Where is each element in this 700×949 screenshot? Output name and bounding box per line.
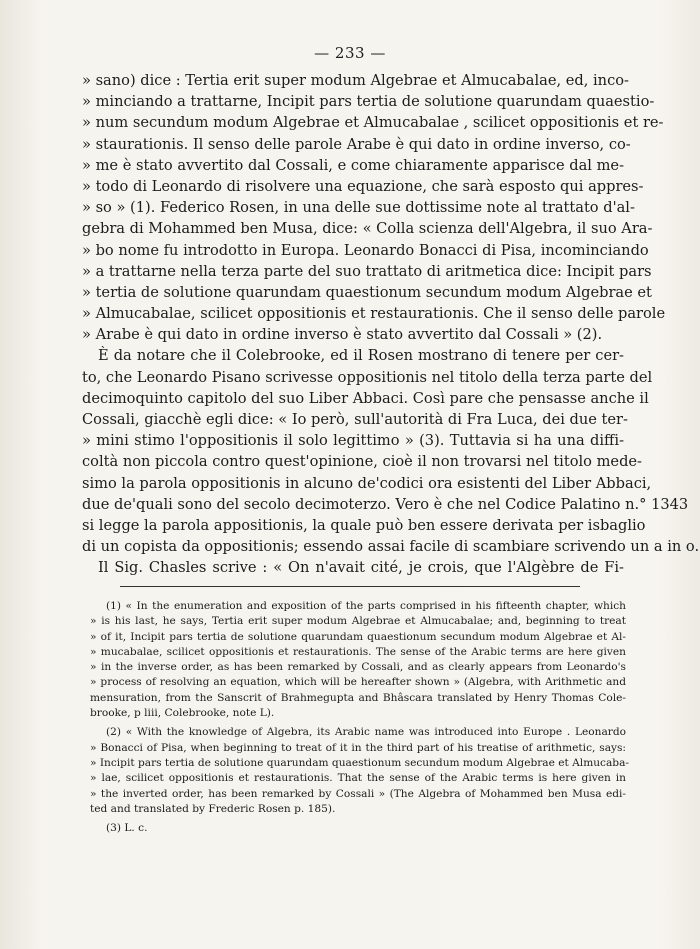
footnote-line: » the inverted order, has been remarked by Cossali » (The Algebra of Mohammed ben Musa edi- xyxy=(90,787,626,800)
body-line: » bo nome fu introdotto in Europa. Leonardo Bonacci di Pisa, incominciando xyxy=(82,241,649,259)
body-line: » num secundum modum Algebrae et Almucabalae , scilicet oppositionis et re- xyxy=(82,114,664,132)
footnote-line: mensuration, from the Sanscrit of Brahmegupta and Bhâscara translated by Henry Thomas Cole- xyxy=(90,691,626,704)
footnote-line: (2) « With the knowledge of Algebra, its Arabic name was introduced into Europe . Leonardo xyxy=(106,726,626,739)
footnote-line: » of it, Incipit pars tertia de solutione quarundam quaestionum secundum modum Algebrae et Al- xyxy=(90,630,626,643)
body-text xyxy=(82,70,700,579)
body-line: si legge la parola appositionis, la quale può ben essere derivata per isbaglio xyxy=(82,516,646,534)
body-line: gebra di Mohammed ben Musa, dice: « Colla scienza dell'Algebra, il suo Ara- xyxy=(82,220,653,238)
footnote-line: (3) L. c. xyxy=(106,822,148,835)
body-line: coltà non piccola contro quest'opinione, cioè il non trovarsi nel titolo mede- xyxy=(82,453,642,471)
body-line: » me è stato avvertito dal Cossali, e come chiaramente apparisce dal me- xyxy=(82,156,624,174)
page-number: — 233 — xyxy=(314,44,386,62)
body-line: » Almucabalae, scilicet oppositionis et restaurationis. Che il senso delle parole xyxy=(82,305,666,323)
footnote-line: » is his last, he says, Tertia erit super modum Algebrae et Almucabalae; and, beginning to treat xyxy=(90,615,626,628)
body-line: » sano) dice : Tertia erit super modum Algebrae et Almucabalae, ed, inco- xyxy=(82,72,629,89)
body-line: simo la parola oppositionis in alcuno de'codici ora esistenti del Liber Abbaci, xyxy=(82,474,652,492)
footnotes xyxy=(90,599,629,836)
body-line: » Arabe è qui dato in ordine inverso è stato avvertito dal Cossali » (2). xyxy=(82,326,603,344)
footnote-line: » Bonacci of Pisa, when beginning to treat of it in the third part of his treatise of arithmetic, says: xyxy=(90,741,626,754)
body-line: » mini stimo l'oppositionis il solo legittimo » (3). Tuttavia si ha una diffi- xyxy=(82,432,624,450)
body-line: Il Sig. Chasles scrive : « On n'avait cité, je crois, que l'Algèbre de Fi- xyxy=(98,559,624,577)
footnote-line: » lae, scilicet oppositionis et restaurationis. That the sense of the Arabic terms is here given in xyxy=(90,772,626,785)
body-line: » tertia de solutione quarundam quaestionum secundum modum Algebrae et xyxy=(82,283,652,301)
footnote-line: ted and translated by Frederic Rosen p. 185). xyxy=(90,802,336,815)
body-line: » todo di Leonardo di risolvere una equazione, che sarà esposto qui appres- xyxy=(82,177,644,195)
body-line: di un copista da oppositionis; essendo assai facile di scambiare scrivendo un a in o. xyxy=(82,538,700,556)
footnote-line: » mucabalae, scilicet oppositionis et restaurationis. The sense of the Arabic terms are here given xyxy=(90,645,626,658)
footnote-line: (1) « In the enumeration and exposition of the parts comprised in his fifteenth chapter, which xyxy=(106,600,626,612)
body-line: due de'quali sono del secolo decimoterzo. Vero è che nel Codice Palatino n.° 1343 xyxy=(82,495,689,513)
body-line: to, che Leonardo Pisano scrivesse oppositionis nel titolo della terza parte del xyxy=(82,368,653,386)
body-line: » staurationis. Il senso delle parole Arabe è qui dato in ordine inverso, co- xyxy=(82,135,631,153)
footnote-line: » Incipit pars tertia de solutione quarundam quaestionum secundum modum Algebrae et Almucaba- xyxy=(90,756,629,769)
footnote-line: » process of resolving an equation, which will be hereafter shown » (Algebra, with Arithmetic and xyxy=(90,676,626,689)
footnote-divider xyxy=(120,586,580,587)
footnote-line: » in the inverse order, as has been remarked by Cossali, and as clearly appears from Leonardo's xyxy=(90,661,626,674)
body-line: » a trattarne nella terza parte del suo trattato di aritmetica dice: Incipit pars xyxy=(82,262,652,280)
body-line: » so » (1). Federico Rosen, in una delle sue dottissime note al trattato d'al- xyxy=(82,199,635,217)
body-line: decimoquinto capitolo del suo Liber Abbaci. Così pare che pensasse anche il xyxy=(82,389,649,407)
body-line: Cossali, giacchè egli dice: « Io però, sull'autorità di Fra Luca, dei due ter- xyxy=(82,411,628,428)
body-line: È da notare che il Colebrooke, ed il Rosen mostrano di tenere per cer- xyxy=(98,347,624,365)
footnote-line: brooke, p liii, Colebrooke, note L). xyxy=(90,707,275,720)
body-line: » minciando a trattarne, Incipit pars tertia de solutione quarundam quaestio- xyxy=(82,93,655,111)
